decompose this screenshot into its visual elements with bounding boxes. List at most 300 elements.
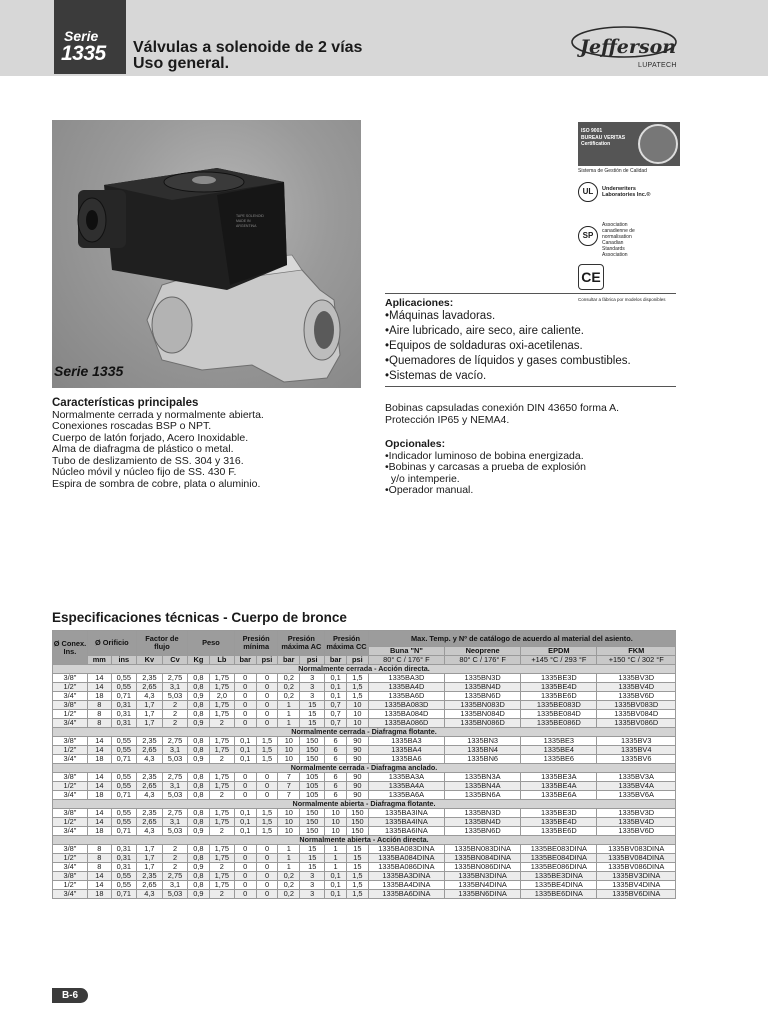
table-cell: 1335BE3A xyxy=(521,773,597,782)
table-cell: 1,75 xyxy=(209,674,234,683)
table-section-header xyxy=(53,800,676,809)
table-cell: 0 xyxy=(234,872,256,881)
table-cell: 0,8 xyxy=(188,782,210,791)
table-cell: 0 xyxy=(256,854,278,863)
table-cell: 1,7 xyxy=(136,863,162,872)
series-badge xyxy=(54,0,126,74)
unit-bar: bar xyxy=(234,656,256,665)
table-cell: 0 xyxy=(234,683,256,692)
table-cell: 1335BV6D xyxy=(597,692,676,701)
table-cell: 1335BE4 xyxy=(521,746,597,755)
bv-line: BUREAU VERITAS xyxy=(581,134,626,141)
table-cell: 1335BV3D xyxy=(597,674,676,683)
table-cell: 1335BN3D xyxy=(445,674,521,683)
table-cell: 1335BN086DINA xyxy=(445,863,521,872)
table-cell: 1/2" xyxy=(53,710,88,719)
table-row xyxy=(53,674,676,683)
jefferson-logo xyxy=(566,22,678,72)
table-cell: 1 xyxy=(278,845,300,854)
table-cell: 10 xyxy=(278,746,300,755)
table-cell: 1335BV083D xyxy=(597,701,676,710)
col-factor: Factor de flujo xyxy=(136,631,187,656)
table-cell: 1335BN3 xyxy=(445,737,521,746)
table-cell: 0,1 xyxy=(325,674,347,683)
table-row xyxy=(53,782,676,791)
table-cell: 0,8 xyxy=(188,791,210,800)
table-cell: 1335BA6 xyxy=(368,755,444,764)
table-cell: 2,75 xyxy=(162,737,187,746)
list-item: •Máquinas lavadoras. xyxy=(385,310,496,322)
table-cell: 5,03 xyxy=(162,890,187,899)
table-cell: 1335BA3DINA xyxy=(368,872,444,881)
table-cell: 0 xyxy=(256,710,278,719)
table-cell: 150 xyxy=(300,755,325,764)
table-cell: 3/8" xyxy=(53,809,88,818)
table-cell: 1/2" xyxy=(53,854,88,863)
table-cell: 150 xyxy=(300,737,325,746)
optionals-title: Opcionales: xyxy=(385,438,446,450)
list-item: •Quemadores de líquidos y gases combustibles. xyxy=(385,355,631,367)
table-cell: 1,75 xyxy=(209,818,234,827)
table-cell: 10 xyxy=(278,737,300,746)
table-cell: 2,65 xyxy=(136,881,162,890)
table-cell: 10 xyxy=(325,809,347,818)
table-cell: 2,75 xyxy=(162,809,187,818)
table-row xyxy=(53,683,676,692)
table-cell: 0 xyxy=(234,674,256,683)
table-cell: 8 xyxy=(87,863,111,872)
col-pmax-ac: Presión máxima AC xyxy=(278,631,325,656)
table-cell: 2 xyxy=(162,701,187,710)
table-cell: 0,7 xyxy=(325,710,347,719)
table-cell: 2,75 xyxy=(162,674,187,683)
table-cell: 1335BE3D xyxy=(521,809,597,818)
temp-fkm: +150 °C / 302 °F xyxy=(597,656,676,665)
table-cell: 2 xyxy=(209,791,234,800)
table-cell: 0,1 xyxy=(234,746,256,755)
table-cell: 1335BN4DINA xyxy=(445,881,521,890)
list-item: •Aire lubricado, aire seco, aire caliente. xyxy=(385,325,584,337)
table-cell: 0,8 xyxy=(188,773,210,782)
table-cell: 2,65 xyxy=(136,782,162,791)
table-cell: 14 xyxy=(87,881,111,890)
table-cell: 0,71 xyxy=(111,692,136,701)
table-cell: 0,2 xyxy=(278,890,300,899)
col-fkm: FKM xyxy=(597,647,676,656)
table-cell: 3/4" xyxy=(53,719,88,728)
table-cell: 0,71 xyxy=(111,890,136,899)
specs-table-body xyxy=(53,665,676,899)
table-cell: 1/2" xyxy=(53,782,88,791)
table-cell: 0 xyxy=(256,881,278,890)
table-cell: 1335BE083D xyxy=(521,701,597,710)
table-cell: 1335BA084DINA xyxy=(368,854,444,863)
logo-subtitle: LUPATECH xyxy=(638,62,677,69)
table-cell: 1,7 xyxy=(136,854,162,863)
table-cell: 6 xyxy=(325,791,347,800)
table-cell: 1335BE6A xyxy=(521,791,597,800)
page-number: B-6 xyxy=(52,988,88,1003)
table-cell: 4,3 xyxy=(136,692,162,701)
table-cell: 2,65 xyxy=(136,818,162,827)
table-cell: 2 xyxy=(209,755,234,764)
table-cell: 2 xyxy=(162,863,187,872)
table-cell: 15 xyxy=(300,863,325,872)
table-cell: 3/8" xyxy=(53,773,88,782)
list-item: •Indicador luminoso de bobina energizada. xyxy=(385,449,584,462)
table-cell: 2 xyxy=(162,854,187,863)
table-cell: 90 xyxy=(347,746,369,755)
table-cell: 0,8 xyxy=(188,818,210,827)
table-cell: 0 xyxy=(256,791,278,800)
table-cell: 0 xyxy=(234,710,256,719)
table-cell: 1,5 xyxy=(347,692,369,701)
table-cell: 1335BN3A xyxy=(445,773,521,782)
table-row xyxy=(53,863,676,872)
table-cell: 1335BV3D xyxy=(597,809,676,818)
table-cell: 1,5 xyxy=(347,881,369,890)
table-cell: 0 xyxy=(234,863,256,872)
table-cell: 0,55 xyxy=(111,818,136,827)
table-cell: 0 xyxy=(234,773,256,782)
table-cell: 10 xyxy=(278,755,300,764)
table-section-header xyxy=(53,764,676,773)
table-cell: 1335BA4INA xyxy=(368,818,444,827)
table-cell: 15 xyxy=(300,845,325,854)
table-cell: 0,55 xyxy=(111,872,136,881)
bv-caption: Sistema de Gestión de Calidad xyxy=(578,168,647,174)
table-cell: 0 xyxy=(234,854,256,863)
specs-table xyxy=(52,630,676,899)
unit-kv: Kv xyxy=(136,656,162,665)
table-cell: 1335BE4DINA xyxy=(521,881,597,890)
table-cell: 1335BN3D xyxy=(445,809,521,818)
table-cell: 0 xyxy=(256,692,278,701)
table-cell: 1,75 xyxy=(209,701,234,710)
table-cell: 150 xyxy=(347,827,369,836)
certifications xyxy=(578,122,688,310)
table-cell: 0,31 xyxy=(111,701,136,710)
table-cell: 6 xyxy=(325,782,347,791)
table-cell: 3/4" xyxy=(53,890,88,899)
table-cell: 0,31 xyxy=(111,845,136,854)
table-cell: 1335BA3D xyxy=(368,674,444,683)
table-cell: 0,1 xyxy=(234,737,256,746)
table-cell: 0,55 xyxy=(111,881,136,890)
table-row xyxy=(53,827,676,836)
table-cell: 1/2" xyxy=(53,818,88,827)
table-cell: 7 xyxy=(278,773,300,782)
divider xyxy=(385,386,676,387)
table-section-header xyxy=(53,728,676,737)
table-cell: 150 xyxy=(347,818,369,827)
ul-mark-icon: UL xyxy=(578,182,598,202)
table-cell: 1335BA086D xyxy=(368,719,444,728)
table-row xyxy=(53,791,676,800)
table-cell: 1335BV086D xyxy=(597,719,676,728)
table-section-header xyxy=(53,665,676,674)
col-pmin: Presión mínima xyxy=(234,631,278,656)
table-cell: 105 xyxy=(300,791,325,800)
table-cell: 2 xyxy=(162,719,187,728)
list-item: Tubo de deslizamiento de SS. 304 y 316. xyxy=(52,454,244,467)
table-cell: 10 xyxy=(325,818,347,827)
table-cell: 1335BA4D xyxy=(368,683,444,692)
table-cell: 1335BV084D xyxy=(597,710,676,719)
table-cell: 0,55 xyxy=(111,683,136,692)
table-cell: 90 xyxy=(347,782,369,791)
col-orificio: Ø Orificio xyxy=(87,631,136,656)
table-cell: 1335BN4D xyxy=(445,683,521,692)
table-cell: 1/2" xyxy=(53,746,88,755)
table-cell: 4,3 xyxy=(136,791,162,800)
table-cell: 7 xyxy=(278,782,300,791)
ce-mark-icon: CE xyxy=(578,264,604,290)
table-cell: 0,1 xyxy=(234,755,256,764)
table-cell: 1335BA083D xyxy=(368,701,444,710)
table-cell: 1335BE086D xyxy=(521,719,597,728)
table-cell: 1335BA6DINA xyxy=(368,890,444,899)
unit-psi: psi xyxy=(300,656,325,665)
table-row xyxy=(53,818,676,827)
table-cell: 90 xyxy=(347,791,369,800)
table-cell: 3/8" xyxy=(53,845,88,854)
table-row xyxy=(53,872,676,881)
list-item: y/o intemperie. xyxy=(385,472,460,485)
table-cell: 2,35 xyxy=(136,872,162,881)
table-cell: 3/8" xyxy=(53,737,88,746)
table-cell: 6 xyxy=(325,773,347,782)
optionals xyxy=(385,439,586,497)
table-cell: 150 xyxy=(300,827,325,836)
table-cell: 90 xyxy=(347,755,369,764)
table-cell: 3 xyxy=(300,683,325,692)
table-row xyxy=(53,809,676,818)
coil-label: TAPE SOLENOID MADE IN ARGENTINA xyxy=(236,214,264,228)
table-cell: 1335BE6D xyxy=(521,692,597,701)
unit-kg: Kg xyxy=(188,656,210,665)
table-cell: 15 xyxy=(300,710,325,719)
table-cell: 1,75 xyxy=(209,710,234,719)
table-cell: 2,75 xyxy=(162,872,187,881)
table-cell: 0,71 xyxy=(111,755,136,764)
table-cell: 0,1 xyxy=(234,818,256,827)
table-cell: 1 xyxy=(325,863,347,872)
table-cell: 0,8 xyxy=(188,674,210,683)
table-cell: 3/4" xyxy=(53,863,88,872)
table-cell: 8 xyxy=(87,845,111,854)
table-cell: 10 xyxy=(347,719,369,728)
table-cell: 0 xyxy=(234,890,256,899)
table-cell: 1,5 xyxy=(256,809,278,818)
table-cell: 1335BA6INA xyxy=(368,827,444,836)
unit-psi: psi xyxy=(347,656,369,665)
cert-note: Consultar a fábrica por modelos disponibles xyxy=(578,297,666,302)
table-cell: 14 xyxy=(87,683,111,692)
unit-psi: psi xyxy=(256,656,278,665)
bv-line: ISO 9001 xyxy=(581,128,603,134)
section-title: Normalmente cerrada - Diafragma flotante. xyxy=(53,728,676,737)
temp-buna: 80° C / 176° F xyxy=(368,656,444,665)
table-cell: 0 xyxy=(234,692,256,701)
section-title: Normalmente abierta - Diafragma flotante. xyxy=(53,800,676,809)
table-cell: 1335BA4A xyxy=(368,782,444,791)
table-cell: 0,1 xyxy=(234,827,256,836)
table-cell: 3,1 xyxy=(162,683,187,692)
table-cell: 1 xyxy=(278,854,300,863)
table-row xyxy=(53,755,676,764)
temp-neoprene: 80° C / 176° F xyxy=(445,656,521,665)
table-cell: 0,9 xyxy=(188,719,210,728)
table-cell: 2,0 xyxy=(209,692,234,701)
table-cell: 18 xyxy=(87,827,111,836)
table-cell: 18 xyxy=(87,890,111,899)
table-cell: 0,8 xyxy=(188,809,210,818)
table-cell: 1335BA4DINA xyxy=(368,881,444,890)
table-cell: 5,03 xyxy=(162,791,187,800)
table-cell: 1335BN6D xyxy=(445,827,521,836)
table-cell: 0,2 xyxy=(278,683,300,692)
table-cell: 3 xyxy=(300,692,325,701)
temp-epdm: +145 °C / 293 °F xyxy=(521,656,597,665)
table-cell: 1,75 xyxy=(209,746,234,755)
table-cell: 90 xyxy=(347,773,369,782)
col-epdm: EPDM xyxy=(521,647,597,656)
table-cell: 1335BE086DINA xyxy=(521,863,597,872)
table-cell: 2,35 xyxy=(136,674,162,683)
list-item: Cuerpo de latón forjado, Acero Inoxidable. xyxy=(52,431,249,444)
table-cell: 1335BV6DINA xyxy=(597,890,676,899)
table-cell: 3 xyxy=(300,881,325,890)
table-cell: 1335BN086D xyxy=(445,719,521,728)
table-cell: 150 xyxy=(300,818,325,827)
table-cell: 2 xyxy=(209,890,234,899)
table-cell: 3,1 xyxy=(162,782,187,791)
table-cell: 1335BA6A xyxy=(368,791,444,800)
csa-text: Association canadienne de normalisation Canadian Standards Association xyxy=(602,222,635,258)
table-cell: 1,5 xyxy=(347,683,369,692)
table-cell: 14 xyxy=(87,737,111,746)
table-cell: 0 xyxy=(256,773,278,782)
table-cell: 1335BN083DINA xyxy=(445,845,521,854)
table-cell: 1,5 xyxy=(347,674,369,683)
table-cell: 0 xyxy=(234,782,256,791)
table-cell: 2,75 xyxy=(162,773,187,782)
table-cell: 1335BA4 xyxy=(368,746,444,755)
table-cell: 2,35 xyxy=(136,737,162,746)
table-cell: 14 xyxy=(87,746,111,755)
col-pmax-cc: Presión máxima CC xyxy=(325,631,369,656)
table-cell: 150 xyxy=(300,809,325,818)
table-cell: 3/8" xyxy=(53,872,88,881)
section-title: Normalmente cerrada - Diafragma anclado. xyxy=(53,764,676,773)
table-cell: 14 xyxy=(87,818,111,827)
table-cell: 1,75 xyxy=(209,881,234,890)
table-cell: 15 xyxy=(347,845,369,854)
table-cell: 3/4" xyxy=(53,791,88,800)
table-cell: 0,8 xyxy=(188,683,210,692)
table-cell: 0,9 xyxy=(188,827,210,836)
table-cell: 14 xyxy=(87,674,111,683)
logo-wordmark: Jefferson xyxy=(580,36,677,58)
series-word: Serie xyxy=(64,28,99,44)
table-cell: 150 xyxy=(347,809,369,818)
table-cell: 1335BN4D xyxy=(445,818,521,827)
table-cell: 0 xyxy=(256,782,278,791)
table-cell: 1,5 xyxy=(256,755,278,764)
table-cell: 1,5 xyxy=(347,890,369,899)
table-cell: 1 xyxy=(278,719,300,728)
list-item: •Sistemas de vacío. xyxy=(385,370,487,382)
table-section-header xyxy=(53,836,676,845)
table-cell: 1335BN4 xyxy=(445,746,521,755)
table-cell: 6 xyxy=(325,737,347,746)
table-row xyxy=(53,890,676,899)
table-cell: 3 xyxy=(300,872,325,881)
unit-ins: ins xyxy=(111,656,136,665)
col-conex: Ø Conex. Ins. xyxy=(53,631,88,665)
table-cell: 1,75 xyxy=(209,683,234,692)
table-cell: 8 xyxy=(87,701,111,710)
table-row xyxy=(53,845,676,854)
table-cell: 1335BV083DINA xyxy=(597,845,676,854)
table-cell: 0,8 xyxy=(188,701,210,710)
table-cell: 1 xyxy=(278,710,300,719)
table-cell: 1335BN6D xyxy=(445,692,521,701)
table-cell: 1335BE3D xyxy=(521,674,597,683)
table-cell: 0,55 xyxy=(111,809,136,818)
table-cell: 1335BV3DINA xyxy=(597,872,676,881)
table-cell: 0 xyxy=(256,845,278,854)
table-cell: 0 xyxy=(256,863,278,872)
table-cell: 1335BN6 xyxy=(445,755,521,764)
table-cell: 105 xyxy=(300,782,325,791)
table-cell: 1335BV3 xyxy=(597,737,676,746)
table-cell: 1/2" xyxy=(53,683,88,692)
table-cell: 0,1 xyxy=(325,881,347,890)
table-cell: 3/4" xyxy=(53,755,88,764)
table-cell: 0,55 xyxy=(111,674,136,683)
table-cell: 0 xyxy=(256,674,278,683)
table-cell: 1335BA6D xyxy=(368,692,444,701)
table-cell: 1335BE3 xyxy=(521,737,597,746)
series-number: 1335 xyxy=(61,42,106,65)
table-cell: 1335BV3A xyxy=(597,773,676,782)
table-cell: 1,7 xyxy=(136,710,162,719)
table-cell: 90 xyxy=(347,737,369,746)
table-cell: 1,75 xyxy=(209,737,234,746)
table-cell: 1335BE3DINA xyxy=(521,872,597,881)
table-cell: 0,9 xyxy=(188,692,210,701)
table-cell: 1335BA083DINA xyxy=(368,845,444,854)
table-cell: 1335BE4D xyxy=(521,683,597,692)
table-cell: 15 xyxy=(300,719,325,728)
table-cell: 1335BA3 xyxy=(368,737,444,746)
table-cell: 2,35 xyxy=(136,773,162,782)
table-cell: 1,7 xyxy=(136,701,162,710)
table-cell: 1/2" xyxy=(53,881,88,890)
table-cell: 1335BN084DINA xyxy=(445,854,521,863)
unit-lb: Lb xyxy=(209,656,234,665)
table-row xyxy=(53,719,676,728)
unit-bar: bar xyxy=(325,656,347,665)
table-cell: 6 xyxy=(325,746,347,755)
table-cell: 1,5 xyxy=(347,872,369,881)
table-cell: 10 xyxy=(278,827,300,836)
table-cell: 0,31 xyxy=(111,863,136,872)
table-cell: 1,75 xyxy=(209,872,234,881)
table-cell: 0,1 xyxy=(234,809,256,818)
